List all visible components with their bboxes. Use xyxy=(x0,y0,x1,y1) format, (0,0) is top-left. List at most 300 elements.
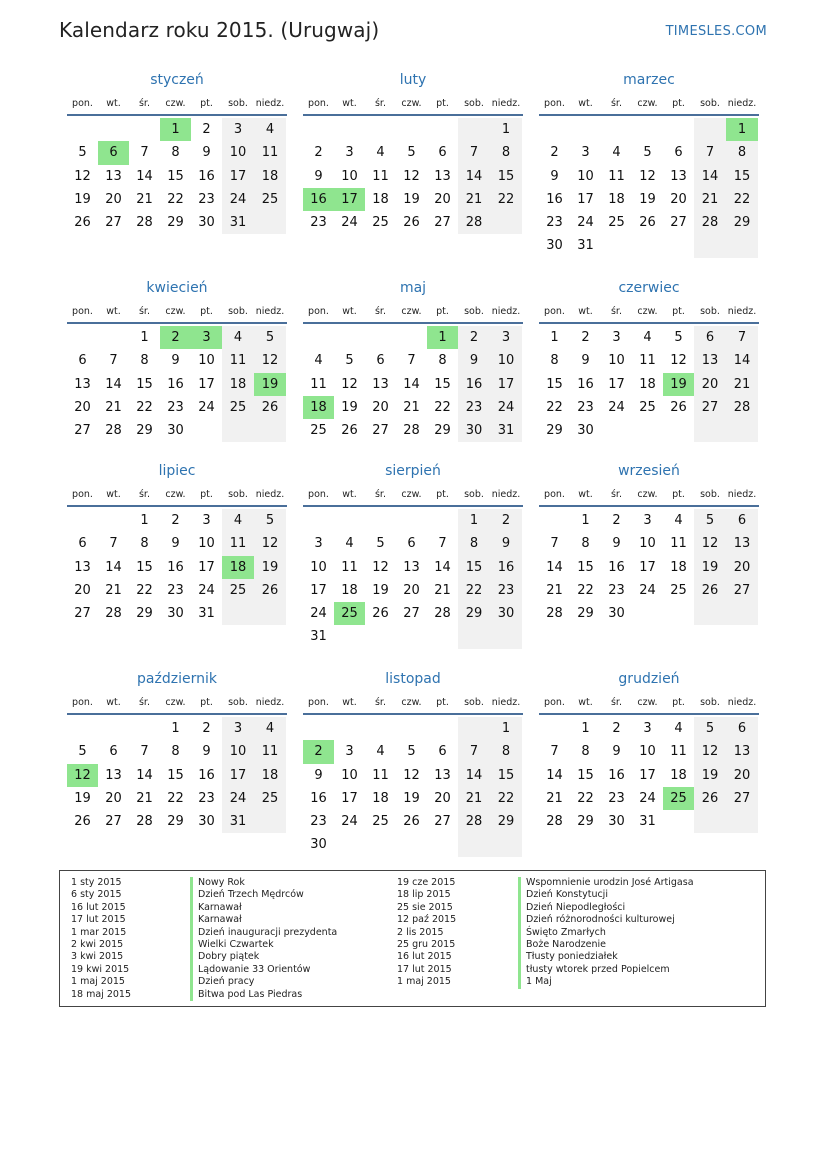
month-block xyxy=(67,72,287,234)
day-grid xyxy=(303,326,523,442)
weekday-header: czw. xyxy=(637,489,658,500)
day-cell: 6 xyxy=(438,145,447,161)
weekday-header: sob. xyxy=(228,697,248,708)
weekday-header: czw. xyxy=(165,489,186,500)
day-cell: 29 xyxy=(577,814,594,830)
month-name: grudzień xyxy=(618,671,680,687)
empty-day-cell xyxy=(365,625,396,648)
empty-day-cell xyxy=(129,118,160,141)
day-cell: 28 xyxy=(105,606,122,622)
day-cell: 17 xyxy=(608,376,625,392)
weekday-header-row xyxy=(67,96,287,116)
day-cell: 8 xyxy=(490,740,522,763)
weekday-header: sob. xyxy=(464,697,484,708)
empty-day-cell xyxy=(334,326,365,349)
day-cell: 29 xyxy=(546,423,563,439)
empty-day-cell xyxy=(67,509,98,532)
day-cell: 24 xyxy=(341,814,358,830)
day-cell: 15 xyxy=(726,165,758,188)
day-cell: 29 xyxy=(458,602,490,625)
empty-day-cell xyxy=(726,810,758,833)
empty-day-cell xyxy=(254,211,286,234)
holiday-day-cell: 18 xyxy=(222,556,254,579)
legend-holiday-name: Dobry piątek xyxy=(190,951,337,963)
month-block xyxy=(67,463,287,625)
legend-date: 18 lip 2015 xyxy=(397,889,451,901)
day-cell: 9 xyxy=(581,353,590,369)
day-cell: 9 xyxy=(458,349,490,372)
day-cell: 28 xyxy=(136,814,153,830)
day-cell: 15 xyxy=(136,559,153,575)
day-cell: 1 xyxy=(140,330,149,345)
day-cell: 20 xyxy=(670,191,687,207)
empty-day-cell xyxy=(601,419,632,442)
empty-day-cell xyxy=(490,833,522,856)
day-cell: 10 xyxy=(198,536,215,552)
weekday-header: pon. xyxy=(72,306,93,317)
empty-day-cell xyxy=(334,509,365,532)
month-name: październik xyxy=(137,671,217,687)
weekday-header: sob. xyxy=(464,489,484,500)
day-cell: 13 xyxy=(372,376,389,392)
day-cell: 7 xyxy=(438,536,447,552)
day-cell: 22 xyxy=(577,582,594,598)
day-cell: 27 xyxy=(105,814,122,830)
empty-day-cell xyxy=(726,602,758,625)
day-cell: 23 xyxy=(490,579,522,602)
empty-day-cell xyxy=(458,118,490,141)
holiday-day-cell: 18 xyxy=(303,396,334,419)
legend-holiday-name: Lądowanie 33 Orientów xyxy=(190,964,337,976)
empty-day-cell xyxy=(396,625,427,648)
month-block xyxy=(539,463,759,625)
day-cell: 18 xyxy=(222,373,254,396)
day-cell: 16 xyxy=(167,559,184,575)
day-cell: 28 xyxy=(434,606,451,622)
day-cell: 5 xyxy=(407,744,416,760)
day-cell: 4 xyxy=(376,145,385,161)
day-cell: 29 xyxy=(136,423,153,439)
day-cell: 8 xyxy=(171,145,180,161)
empty-day-cell xyxy=(365,509,396,532)
day-cell: 22 xyxy=(490,188,522,211)
weekday-header: niedz. xyxy=(491,697,521,708)
day-cell: 14 xyxy=(403,376,420,392)
day-cell: 2 xyxy=(612,721,621,736)
day-cell: 13 xyxy=(105,767,122,783)
day-cell: 10 xyxy=(490,349,522,372)
day-cell: 19 xyxy=(74,790,91,806)
day-cell: 9 xyxy=(202,145,211,161)
empty-day-cell xyxy=(396,118,427,141)
weekday-header: czw. xyxy=(637,697,658,708)
legend-holiday-name: Wspomnienie urodzin José Artigasa xyxy=(518,877,694,889)
day-cell: 1 xyxy=(490,118,522,141)
day-cell: 28 xyxy=(136,215,153,231)
day-cell: 2 xyxy=(202,721,211,736)
empty-day-cell xyxy=(365,833,396,856)
day-cell: 10 xyxy=(639,536,656,552)
day-cell: 6 xyxy=(694,326,726,349)
weekday-header: sob. xyxy=(228,489,248,500)
day-cell: 14 xyxy=(105,559,122,575)
legend-holiday-name: Karnawał xyxy=(190,914,337,926)
legend-holiday-name: Karnawał xyxy=(190,902,337,914)
empty-day-cell xyxy=(663,810,694,833)
weekday-header: pon. xyxy=(72,697,93,708)
day-cell: 5 xyxy=(694,509,726,532)
legend-holiday-name: Dzień inauguracji prezydenta xyxy=(190,927,337,939)
day-cell: 9 xyxy=(171,536,180,552)
day-cell: 16 xyxy=(490,556,522,579)
day-cell: 11 xyxy=(372,767,389,783)
day-cell: 23 xyxy=(546,215,563,231)
day-cell: 15 xyxy=(167,168,184,184)
day-cell: 8 xyxy=(581,744,590,760)
day-cell: 6 xyxy=(438,744,447,760)
month-block xyxy=(67,671,287,833)
day-cell: 1 xyxy=(581,513,590,528)
day-cell: 8 xyxy=(438,353,447,369)
day-cell: 11 xyxy=(254,141,286,164)
day-cell: 13 xyxy=(726,740,758,763)
day-cell: 28 xyxy=(403,423,420,439)
day-cell: 24 xyxy=(310,606,327,622)
day-cell: 23 xyxy=(577,399,594,415)
weekday-header: pt. xyxy=(672,489,685,500)
day-cell: 2 xyxy=(202,122,211,137)
day-cell: 26 xyxy=(670,399,687,415)
day-cell: 13 xyxy=(74,559,91,575)
empty-day-cell xyxy=(726,419,758,442)
empty-day-cell xyxy=(303,509,334,532)
day-cell: 20 xyxy=(434,790,451,806)
day-cell: 9 xyxy=(171,353,180,369)
weekday-header: śr. xyxy=(374,489,386,500)
legend-holiday-name: 1 Maj xyxy=(518,976,694,988)
day-grid xyxy=(303,509,523,649)
weekday-header: sob. xyxy=(700,306,720,317)
day-cell: 8 xyxy=(490,141,522,164)
day-cell: 20 xyxy=(403,582,420,598)
empty-day-cell xyxy=(632,118,663,141)
holiday-day-cell: 25 xyxy=(334,602,365,625)
day-cell: 20 xyxy=(105,790,122,806)
legend-holiday-name: Dzień różnorodności kulturowej xyxy=(518,914,694,926)
empty-day-cell xyxy=(458,625,490,648)
empty-day-cell xyxy=(694,810,726,833)
weekday-header: wt. xyxy=(106,306,121,317)
day-grid xyxy=(539,509,759,625)
day-cell: 18 xyxy=(372,191,389,207)
day-cell: 17 xyxy=(198,559,215,575)
weekday-header: pt. xyxy=(200,489,213,500)
weekday-header: pt. xyxy=(672,98,685,109)
month-name: marzec xyxy=(623,72,675,88)
weekday-header: pt. xyxy=(672,306,685,317)
day-cell: 22 xyxy=(136,399,153,415)
day-cell: 15 xyxy=(458,556,490,579)
day-cell: 6 xyxy=(726,717,758,740)
day-cell: 30 xyxy=(608,606,625,622)
weekday-header: pon. xyxy=(308,697,329,708)
weekday-header-row xyxy=(303,695,523,715)
month-block xyxy=(539,72,759,258)
day-cell: 3 xyxy=(612,330,621,345)
empty-day-cell xyxy=(490,211,522,234)
month-name: maj xyxy=(399,280,427,296)
day-cell: 29 xyxy=(490,810,522,833)
weekday-header-row xyxy=(303,304,523,324)
day-cell: 23 xyxy=(310,215,327,231)
day-cell: 17 xyxy=(222,764,254,787)
day-cell: 9 xyxy=(314,767,323,783)
day-cell: 27 xyxy=(694,396,726,419)
day-cell: 21 xyxy=(105,399,122,415)
day-cell: 7 xyxy=(550,744,559,760)
weekday-header: niedz. xyxy=(727,489,757,500)
weekday-header: śr. xyxy=(138,98,150,109)
empty-day-cell xyxy=(67,717,98,740)
day-cell: 21 xyxy=(136,191,153,207)
day-cell: 26 xyxy=(74,215,91,231)
legend-date: 18 maj 2015 xyxy=(71,988,132,1000)
weekday-header: sob. xyxy=(228,98,248,109)
day-cell: 5 xyxy=(254,326,286,349)
day-cell: 13 xyxy=(403,559,420,575)
day-cell: 25 xyxy=(310,423,327,439)
day-cell: 21 xyxy=(694,188,726,211)
day-cell: 29 xyxy=(577,606,594,622)
weekday-header: pt. xyxy=(200,306,213,317)
empty-day-cell xyxy=(334,625,365,648)
weekday-header: śr. xyxy=(610,697,622,708)
day-cell: 3 xyxy=(643,721,652,736)
day-cell: 26 xyxy=(639,215,656,231)
day-cell: 12 xyxy=(403,168,420,184)
day-cell: 20 xyxy=(434,191,451,207)
day-cell: 5 xyxy=(345,353,354,369)
weekday-header: pon. xyxy=(544,489,565,500)
legend-date: 19 kwi 2015 xyxy=(71,963,130,975)
legend-holiday-name: Wielki Czwartek xyxy=(190,939,337,951)
day-cell: 31 xyxy=(310,629,327,645)
day-cell: 8 xyxy=(581,536,590,552)
day-cell: 27 xyxy=(74,606,91,622)
empty-day-cell xyxy=(98,326,129,349)
day-cell: 5 xyxy=(376,536,385,552)
day-cell: 19 xyxy=(694,764,726,787)
day-cell: 2 xyxy=(612,513,621,528)
empty-day-cell xyxy=(98,118,129,141)
legend-right-dates xyxy=(397,877,456,989)
day-cell: 19 xyxy=(254,556,286,579)
day-cell: 23 xyxy=(167,399,184,415)
weekday-header: śr. xyxy=(374,697,386,708)
day-cell: 8 xyxy=(140,536,149,552)
legend-date: 6 sty 2015 xyxy=(71,889,122,901)
empty-day-cell xyxy=(601,234,632,257)
day-cell: 17 xyxy=(310,582,327,598)
day-cell: 20 xyxy=(726,764,758,787)
month-name: kwiecień xyxy=(146,280,208,296)
weekday-header: śr. xyxy=(610,489,622,500)
weekday-header: śr. xyxy=(374,98,386,109)
legend-date: 1 mar 2015 xyxy=(71,926,127,938)
day-cell: 2 xyxy=(458,326,490,349)
day-cell: 6 xyxy=(78,353,87,369)
weekday-header: śr. xyxy=(610,306,622,317)
day-cell: 23 xyxy=(458,396,490,419)
day-cell: 2 xyxy=(550,145,559,161)
day-cell: 24 xyxy=(577,215,594,231)
day-cell: 13 xyxy=(434,767,451,783)
page-title: Kalendarz roku 2015. (Urugwaj) xyxy=(59,18,380,42)
empty-day-cell xyxy=(694,234,726,257)
day-cell: 30 xyxy=(310,837,327,853)
empty-day-cell xyxy=(539,509,570,532)
weekday-header: śr. xyxy=(138,489,150,500)
day-cell: 3 xyxy=(345,744,354,760)
legend-holiday-name: Nowy Rok xyxy=(190,877,337,889)
day-cell: 31 xyxy=(222,810,254,833)
day-cell: 19 xyxy=(403,790,420,806)
weekday-header: pon. xyxy=(308,98,329,109)
day-cell: 27 xyxy=(74,423,91,439)
weekday-header: pon. xyxy=(544,306,565,317)
day-cell: 27 xyxy=(105,215,122,231)
empty-day-cell xyxy=(570,118,601,141)
day-cell: 30 xyxy=(167,423,184,439)
legend-date: 1 sty 2015 xyxy=(71,877,122,888)
empty-day-cell xyxy=(67,326,98,349)
day-cell: 24 xyxy=(639,582,656,598)
day-cell: 4 xyxy=(254,717,286,740)
day-cell: 2 xyxy=(490,509,522,532)
empty-day-cell xyxy=(334,717,365,740)
empty-day-cell xyxy=(98,717,129,740)
day-cell: 23 xyxy=(167,582,184,598)
day-cell: 26 xyxy=(403,215,420,231)
day-cell: 7 xyxy=(140,145,149,161)
day-cell: 15 xyxy=(434,376,451,392)
legend-date: 17 lut 2015 xyxy=(71,914,126,926)
day-cell: 14 xyxy=(105,376,122,392)
day-cell: 21 xyxy=(726,373,758,396)
day-cell: 13 xyxy=(105,168,122,184)
day-cell: 29 xyxy=(167,814,184,830)
empty-day-cell xyxy=(254,602,286,625)
empty-day-cell xyxy=(539,717,570,740)
month-block xyxy=(303,72,523,234)
day-cell: 1 xyxy=(458,509,490,532)
weekday-header: czw. xyxy=(165,697,186,708)
day-cell: 9 xyxy=(202,744,211,760)
day-cell: 6 xyxy=(78,536,87,552)
day-cell: 29 xyxy=(167,215,184,231)
day-cell: 11 xyxy=(372,168,389,184)
day-cell: 13 xyxy=(726,532,758,555)
weekday-header: pt. xyxy=(436,98,449,109)
day-cell: 1 xyxy=(140,513,149,528)
weekday-header: czw. xyxy=(165,98,186,109)
day-cell: 4 xyxy=(376,744,385,760)
day-cell: 22 xyxy=(577,790,594,806)
day-cell: 7 xyxy=(726,326,758,349)
day-cell: 10 xyxy=(577,168,594,184)
holiday-day-cell: 1 xyxy=(726,118,758,141)
holiday-day-cell: 2 xyxy=(160,326,191,349)
day-cell: 12 xyxy=(74,168,91,184)
weekday-header-row xyxy=(539,695,759,715)
day-cell: 3 xyxy=(222,717,254,740)
month-block xyxy=(67,280,287,442)
weekday-header: pon. xyxy=(308,489,329,500)
day-cell: 6 xyxy=(407,536,416,552)
weekday-header: wt. xyxy=(578,98,593,109)
day-cell: 24 xyxy=(639,790,656,806)
day-cell: 3 xyxy=(222,118,254,141)
weekday-header-row xyxy=(303,487,523,507)
empty-day-cell xyxy=(222,602,254,625)
day-cell: 27 xyxy=(434,814,451,830)
day-cell: 21 xyxy=(458,787,490,810)
site-brand-link[interactable]: TIMESLES.COM xyxy=(665,24,767,39)
day-cell: 5 xyxy=(78,744,87,760)
day-cell: 28 xyxy=(458,211,490,234)
weekday-header: sob. xyxy=(700,98,720,109)
weekday-header: czw. xyxy=(401,489,422,500)
day-cell: 22 xyxy=(167,191,184,207)
day-cell: 23 xyxy=(310,814,327,830)
day-cell: 30 xyxy=(198,215,215,231)
day-cell: 28 xyxy=(726,396,758,419)
empty-day-cell xyxy=(396,509,427,532)
empty-day-cell xyxy=(458,833,490,856)
holiday-day-cell: 1 xyxy=(160,118,191,141)
weekday-header: niedz. xyxy=(255,697,285,708)
day-cell: 14 xyxy=(546,559,563,575)
day-cell: 1 xyxy=(550,330,559,345)
weekday-header: wt. xyxy=(106,98,121,109)
day-cell: 29 xyxy=(726,211,758,234)
day-cell: 31 xyxy=(222,211,254,234)
day-cell: 21 xyxy=(546,790,563,806)
day-cell: 10 xyxy=(341,168,358,184)
legend-left-dates xyxy=(71,877,131,1001)
legend-date: 16 lut 2015 xyxy=(397,951,452,963)
day-cell: 20 xyxy=(105,191,122,207)
day-cell: 4 xyxy=(612,145,621,161)
legend-holiday-name: Boże Narodzenie xyxy=(518,939,694,951)
empty-day-cell xyxy=(365,717,396,740)
day-cell: 27 xyxy=(670,215,687,231)
empty-day-cell xyxy=(396,717,427,740)
weekday-header-row xyxy=(539,487,759,507)
day-cell: 19 xyxy=(341,399,358,415)
empty-day-cell xyxy=(726,234,758,257)
month-name: czerwiec xyxy=(618,280,680,296)
weekday-header-row xyxy=(539,96,759,116)
weekday-header: czw. xyxy=(165,306,186,317)
day-cell: 18 xyxy=(341,582,358,598)
month-name: listopad xyxy=(385,671,441,687)
day-cell: 4 xyxy=(345,536,354,552)
day-cell: 21 xyxy=(546,582,563,598)
weekday-header: wt. xyxy=(342,697,357,708)
day-cell: 17 xyxy=(341,790,358,806)
day-cell: 12 xyxy=(694,740,726,763)
